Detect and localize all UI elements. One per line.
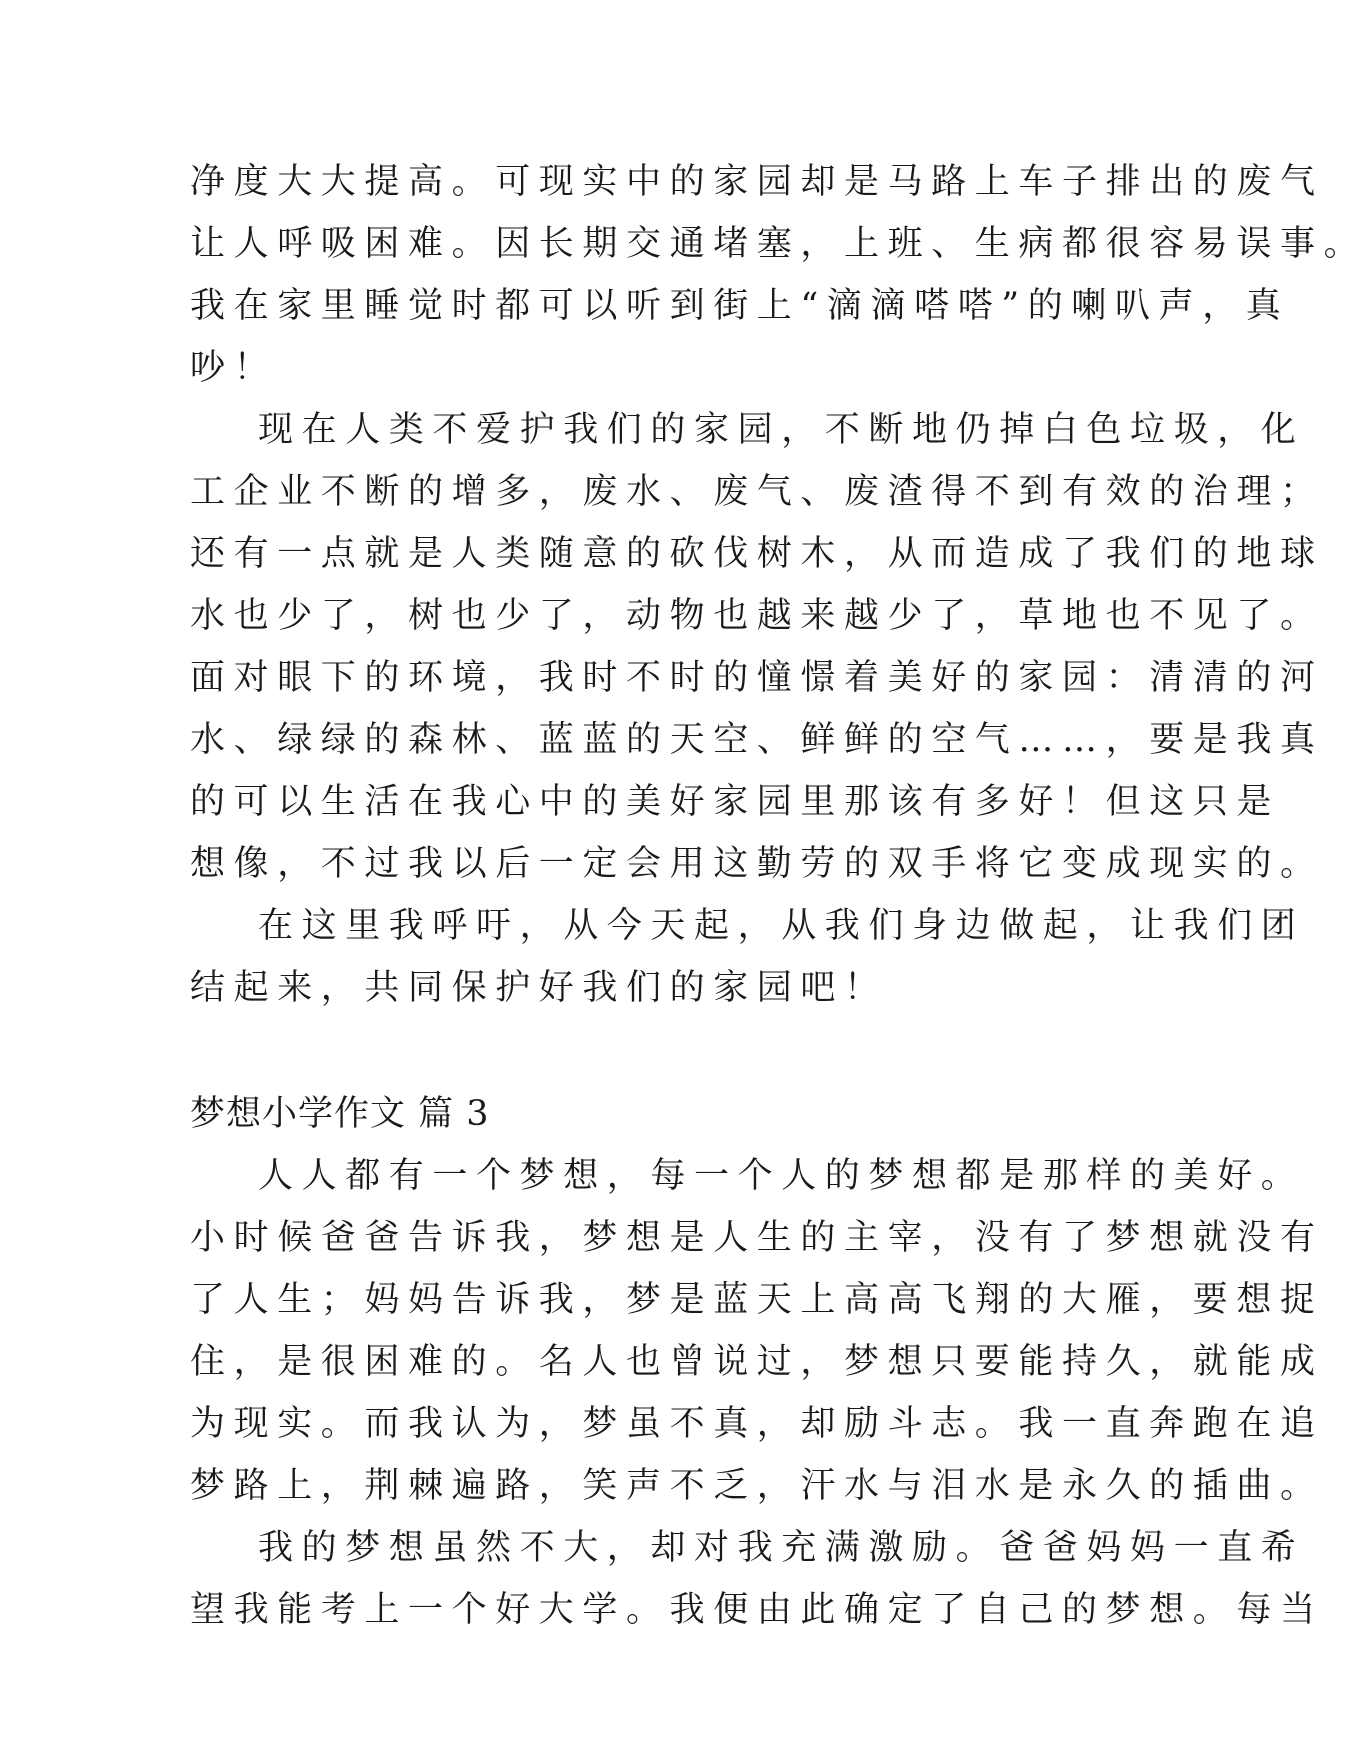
text-line: 的可以生活在我心中的美好家园里那该有多好！但这只是: [190, 782, 1281, 822]
text-line: 住，是很困难的。名人也曾说过，梦想只要能持久，就能成: [190, 1342, 1324, 1382]
text-line: 吵！: [190, 348, 278, 388]
text-line: 想像，不过我以后一定会用这勤劳的双手将它变成现实的。: [190, 844, 1324, 884]
text-line: 我的梦想虽然不大，却对我充满激励。爸爸妈妈一直希: [258, 1528, 1305, 1568]
text-line: 让人呼吸困难。因长期交通堵塞，上班、生病都很容易误事。: [190, 224, 1367, 264]
text-line: 结起来，共同保护好我们的家园吧！: [190, 968, 888, 1008]
text-line: 为现实。而我认为，梦虽不真，却励斗志。我一直奔跑在追: [190, 1404, 1324, 1444]
text-line: 还有一点就是人类随意的砍伐树木，从而造成了我们的地球: [190, 534, 1324, 574]
text-line: 梦路上，荆棘遍路，笑声不乏，汗水与泪水是永久的插曲。: [190, 1466, 1324, 1506]
text-line: 工企业不断的增多，废水、废气、废渣得不到有效的治理；: [190, 472, 1324, 512]
text-line: 水也少了，树也少了，动物也越来越少了，草地也不见了。: [190, 596, 1324, 636]
section-heading: 梦想小学作文 篇 3: [190, 1094, 490, 1134]
text-line: 人人都有一个梦想，每一个人的梦想都是那样的美好。: [258, 1156, 1305, 1196]
text-line: 水、绿绿的森林、蓝蓝的天空、鲜鲜的空气……，要是我真: [190, 720, 1324, 760]
text-line: 在这里我呼吁，从今天起，从我们身边做起，让我们团: [258, 906, 1305, 946]
text-line: 净度大大提高。可现实中的家园却是马路上车子排出的废气: [190, 162, 1324, 202]
text-line: 了人生；妈妈告诉我，梦是蓝天上高高飞翔的大雁，要想捉: [190, 1280, 1324, 1320]
text-line: 现在人类不爱护我们的家园，不断地仍掉白色垃圾，化: [258, 410, 1305, 450]
text-line: 小时候爸爸告诉我，梦想是人生的主宰，没有了梦想就没有: [190, 1218, 1324, 1258]
text-line: 我在家里睡觉时都可以听到街上“滴滴嗒嗒”的喇叭声，真: [190, 286, 1290, 326]
text-line: 面对眼下的环境，我时不时的憧憬着美好的家园：清清的河: [190, 658, 1324, 698]
text-line: 望我能考上一个好大学。我便由此确定了自己的梦想。每当: [190, 1590, 1324, 1630]
